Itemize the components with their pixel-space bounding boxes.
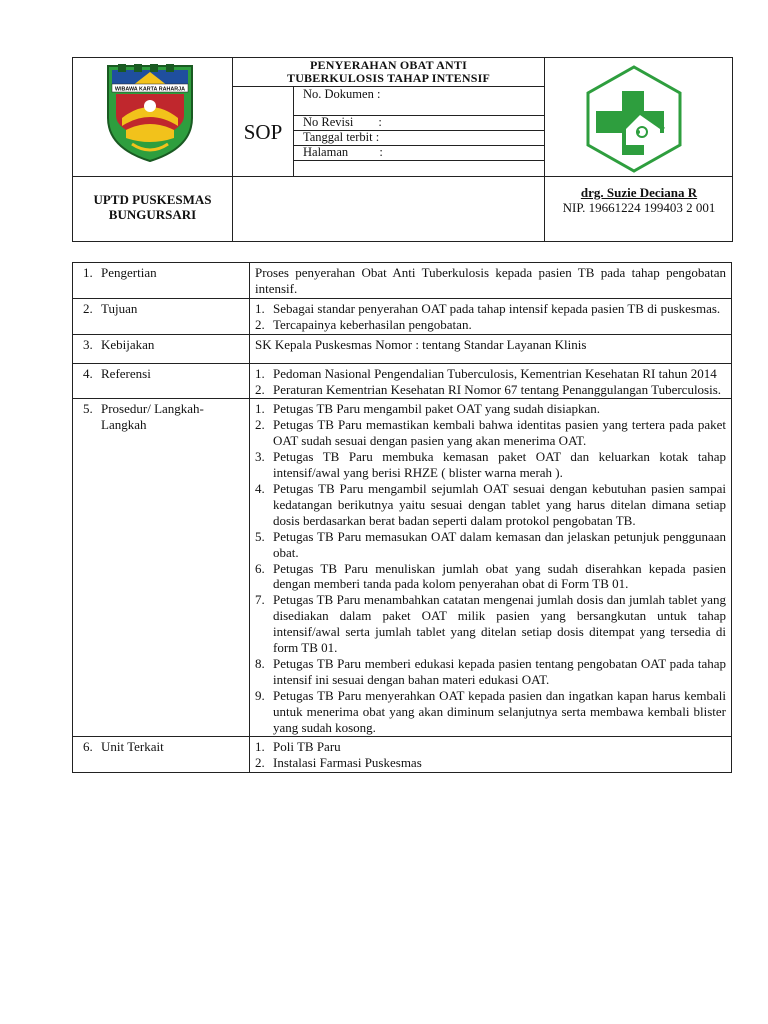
- section-row: [73, 363, 732, 399]
- revision-label: No Revisi :: [303, 115, 382, 129]
- section-label: Unit Terkait: [101, 739, 164, 755]
- list-item: 8. Petugas TB Paru memberi edukasi kepada pasien tentang pengobatan OAT pada tahap intensif ini sesuai dengan bahan materi edukasi OAT.: [255, 655, 726, 687]
- list-item: 5. Petugas TB Paru memasukan OAT dalam kemasan dan jelaskan petunjuk penggunaan obat.: [255, 528, 726, 560]
- list-item: 9. Petugas TB Paru menyerahkan OAT kepada pasien dan ingatkan kapan harus kembali untuk menerima obat yang akan diminum selanjutnya serta membawa kembali blister yang sudah kosong.: [255, 687, 726, 735]
- section-number: 4.: [83, 365, 93, 381]
- section-number: 6.: [83, 739, 93, 755]
- puskesmas-logo-icon: [578, 63, 690, 175]
- section-row: [73, 737, 732, 773]
- section-number: 1.: [83, 265, 93, 280]
- list-item: 6. Petugas TB Paru menuliskan jumlah obat yang sudah diserahkan kepada pasien dengan memberi tanda pada kolom penyerahan obat di Form TB 01.: [255, 560, 726, 592]
- section-text: Proses penyerahan Obat Anti Tuberkulosis kepada pasien TB pada tahap pengobatan intensif.: [255, 265, 726, 296]
- list-item: 2. Instalasi Farmasi Puskesmas: [255, 755, 422, 771]
- page-label: Halaman :: [303, 145, 383, 159]
- section-row: [73, 263, 732, 299]
- list-item: 1. Petugas TB Paru mengambil paket OAT yang sudah disiapkan.: [255, 401, 600, 417]
- section-label: Tujuan: [101, 300, 138, 316]
- sop-body-table: [72, 262, 732, 773]
- section-row: [73, 298, 732, 334]
- section-label: Kebijakan: [101, 336, 155, 352]
- list-item: 4. Petugas TB Paru mengambil sejumlah OAT sesuai dengan kebutuhan pasien sampai kedatangan berikutnya yaitu sesuai dengan tablet yang harus ditelan dimana setiap dosis berdasarkan berat badan seperti dalam protokol pengobatan TB.: [255, 480, 726, 528]
- organization-name-line1: UPTD PUSKESMAS: [93, 192, 212, 207]
- list-item: 2. Tercapainya keberhasilan pengobatan.: [255, 316, 472, 332]
- section-row: [73, 334, 732, 363]
- section-row: [73, 399, 732, 737]
- section-label: Referensi: [101, 365, 151, 381]
- regency-emblem: [102, 60, 198, 164]
- sop-title: [233, 58, 544, 86]
- head-name: drg. Suzie Deciana R: [580, 185, 698, 200]
- list-item: 2. Petugas TB Paru memastikan kembali bahwa identitas pasien yang tertera pada paket OAT sudah sesuai dengan pasien yang akan menerima OAT.: [255, 417, 726, 449]
- section-number: 2.: [83, 300, 93, 316]
- regency-emblem-icon: [102, 60, 198, 164]
- section-label: Pengertian: [101, 265, 157, 280]
- doc-no-label: No. Dokumen :: [303, 87, 381, 101]
- sop-title-line2: TUBERKULOSIS TAHAP INTENSIF: [286, 71, 490, 85]
- puskesmas-logo: [578, 63, 690, 175]
- list-item: 2. Peraturan Kementrian Kesehatan RI Nomor 67 tentang Penanggulangan Tuberculosis.: [255, 381, 722, 397]
- head-nip: NIP. 19661224 199403 2 001: [562, 200, 716, 215]
- emblem-banner-text: WIBAWA KARTA RAHARJA: [114, 86, 186, 93]
- issue-date-label: Tanggal terbit :: [303, 130, 380, 144]
- list-item: 1. Poli TB Paru: [255, 739, 341, 755]
- list-item: 1. Pedoman Nasional Pengendalian Tuberculosis, Kementrian Kesehatan RI tahun 2014: [255, 365, 717, 381]
- list-item: 1. Sebagai standar penyerahan OAT pada tahap intensif kepada pasien TB di puskesmas.: [255, 300, 721, 316]
- organization-name: [73, 192, 232, 222]
- list-item: 3. Petugas TB Paru membuka kemasan paket OAT dan keluarkan kotak tahap intensif/awal yang berisi RHZE ( blister warna merah ).: [255, 449, 726, 481]
- organization-name-line2: BUNGURSARI: [108, 207, 197, 222]
- section-number: 5.: [83, 401, 93, 417]
- section-number: 3.: [83, 336, 93, 352]
- sop-label: SOP: [243, 120, 283, 144]
- list-item: 7. Petugas TB Paru menambahkan catatan mengenai jumlah dosis dan jumlah tablet yang disediakan dalam paket OAT milik pasien yang bersangkutan untuk tahap intensif/awal serta jumlah tablet yang ditelan setiap dosis ditempat yang tersedia di form TB 01.: [255, 592, 726, 656]
- sop-title-line1: PENYERAHAN OBAT ANTI: [310, 58, 467, 72]
- section-text: SK Kepala Puskesmas Nomor : tentang Standar Layanan Klinis: [255, 336, 587, 352]
- section-label: Prosedur/ Langkah-Langkah: [101, 401, 204, 433]
